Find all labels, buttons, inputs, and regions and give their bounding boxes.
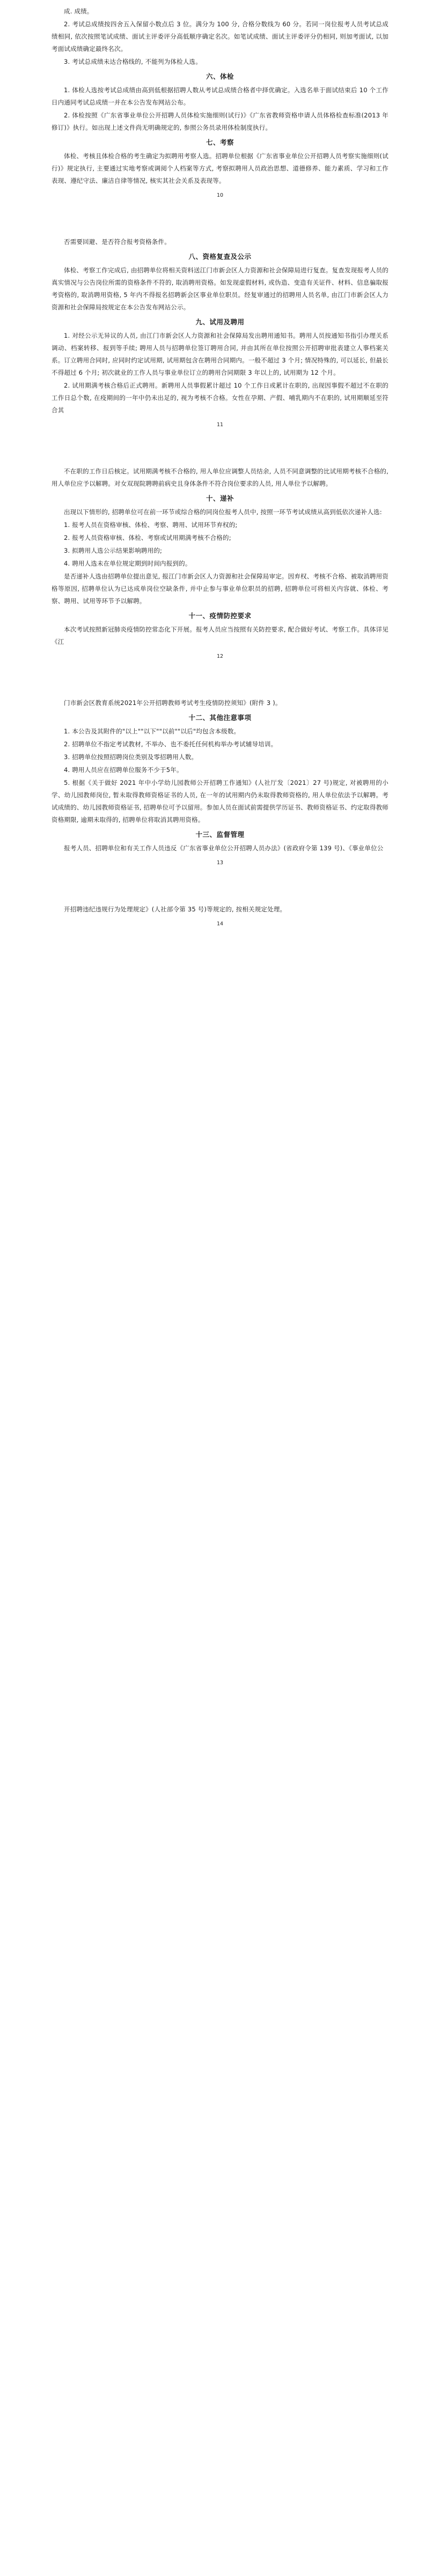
page-top-padding xyxy=(52,0,388,5)
page-break xyxy=(0,201,440,231)
document-root xyxy=(0,0,440,927)
paragraph: 出现以下情形的, 招聘单位可在前一环节或综合格的同岗位报考人员中, 按照一环节考试成绩从高到低依次递补人选: xyxy=(64,508,382,516)
section-heading: 九、试用及聘用 xyxy=(195,318,245,326)
paragraph: 本次考试按照新冠肺炎疫情防控常态化下开展。报考人员应当按照有关防控要求, 配合做好考试、考察工作。具体详见《江 xyxy=(52,626,388,645)
section-heading: 七、考察 xyxy=(206,138,234,146)
paragraph: 体检、考核且体检合格的考生确定为拟聘用考察人选。招聘单位根据《广东省事业单位公开招聘人员考察实施细则(试行)》规定执行, 主要通过实地考察或调阅个人档案等方式, 考察拟聘用人员政治思想、道德修养、能力素质、学习和工作表现、遵纪守法、廉洁自律等情况, 核实其社会关系及表现等。 xyxy=(52,152,388,184)
paragraph: 4. 聘用人选未在单位规定期到时间内报到的。 xyxy=(64,560,192,567)
paragraph: 2. 体检按照《广东省事业单位公开招聘人员体检实施细则(试行)》《广东省教师资格申请人员体格检查标准(2013 年修订)》执行。如出现上述文件尚无明确规定的, 参照公务员录用体检制度执行。 xyxy=(52,112,388,131)
page-break xyxy=(0,868,440,898)
document-page xyxy=(0,692,440,866)
page-number: 11 xyxy=(216,422,224,428)
page-number: 14 xyxy=(216,921,224,927)
paragraph: 不在职的工作日后核定。试用期满考核不合格的, 用人单位应调整人员结余, 人员不同意调整的比试用期考核不合格的, 用人单位应予以解聘。对女双现院聘聘前病史且身体条件不符合岗位要求的人员, 用人单位予以解聘。 xyxy=(52,467,388,487)
paragraph: 报考人员、招聘单位和有关工作人员违反《广东省事业单位公开招聘人员办法》(省政府令第 139 号)、《事业单位公 xyxy=(64,844,384,852)
document-page xyxy=(0,231,440,428)
page-top-padding xyxy=(52,898,388,903)
paragraph: 4. 聘用人员应在招聘单位服务不少于5年。 xyxy=(64,766,183,774)
section-heading: 十一、疫情防控要求 xyxy=(188,612,252,620)
paragraph: 3. 招聘单位按照招聘岗位类别及零招聘用人数。 xyxy=(64,753,198,761)
page-number: 12 xyxy=(216,654,224,659)
document-page xyxy=(0,0,440,198)
paragraph: 1. 本公告及其附件的"以上""以下""以前""以后"均包含本级数。 xyxy=(64,727,240,735)
paragraph: 2. 试用期满考核合格后正式聘用。新聘用人员事假累计超过 10 个工作日或累计在职的, 出现因事假不超过不在职的工作日总个数, 在疫期间的一年中仍未出足的, 视为考核不合格。女性在孕期、产假、哺乳期内不在职的, 试用期顺延至符合其 xyxy=(52,382,388,414)
page-break xyxy=(0,662,440,692)
section-heading: 六、体检 xyxy=(206,72,234,80)
paragraph: 2. 考试总成绩按四舍五入保留小数点后 3 位。满分为 100 分, 合格分数线为 60 分。若同一岗位报考人员考试总成绩相同, 依次按照笔试成绩、面试主评委评分高低顺序确定名次。如笔试成绩、面试主评委评分仍相同, 则加考面试, 以加考面试成绩确定最终名次。 xyxy=(52,20,388,53)
document-page xyxy=(0,898,440,927)
paragraph: 2. 报考人员资格审核、体检、考察或试用期满考核不合格的; xyxy=(64,534,231,541)
paragraph: 否需要回避、是否符合报考资格条件。 xyxy=(64,238,171,246)
section-heading: 十二、其他注意事项 xyxy=(188,714,252,722)
paragraph: 1. 报考人员在资格审核、体检、考察、聘用、试用环节弃权的; xyxy=(64,521,238,529)
paragraph: 是否递补人选由招聘单位提出意见, 报江门市新会区人力资源和社会保障局审定。因弃权、考核不合格、被取消聘用资格等原因, 招聘单位认为已达成单岗位空缺条件, 并中止参与事业单位职员的招聘, 招聘单位可将相关内容就、体检、考察、聘用、试用等环节予以解聘。 xyxy=(52,573,388,605)
page-top-padding xyxy=(52,460,388,465)
page-break xyxy=(0,430,440,460)
paragraph: 3. 拟聘用人选公示结果影响聘用的; xyxy=(64,547,163,554)
paragraph: 3. 考试总成绩未达合格线的, 不能列为体检人选。 xyxy=(64,58,202,65)
page-top-padding xyxy=(52,692,388,697)
paragraph: 2. 招聘单位不指定考试教材, 不举办、也不委托任何机构举办考试辅导培训。 xyxy=(64,740,277,748)
section-heading: 八、资格复查及公示 xyxy=(188,253,252,261)
paragraph: 门市新会区教育系统2021年公开招聘教师考试考生疫情防控须知》(附件 3 )。 xyxy=(64,699,282,707)
paragraph: 1. 对经公示无异议的人员, 由江门市新会区人力资源和社会保障局发出聘用通知书。聘用人员按通知书指引办理关系调动、档案转移、报到等手续; 聘用人员与招聘单位签订聘用合同, 并由其所在单位按照公开招聘审批表建立人事档案关系。订立聘用合同时, 应同时约定试用期, 试用期包含在聘用合同期内。一般不超过 3 个月; 情况特殊的, 可以延长, 但最长不得超过 6 个月; 初次就业的工作人员与事业单位订立的聘用合同期限 3 年以上的, 试用期为 12 个月。 xyxy=(52,332,388,376)
paragraph: 5. 根据《关于做好 2021 年中小学幼儿园教师公开招聘工作通知》(人社厅发〔2021〕27 号)规定, 对被聘用的小学、幼儿园教师岗位, 暂未取得教师资格证书的人员, 在一年的试用期内仍未取得教师资格的, 用人单位依法予以解聘。考试成绩的、幼儿园教师资格证书, 招聘单位可予以留用。参加人员在面试前需提供学历证书、教师资格证书、约定取得教师资格期限, 逾期未取得的, 招聘单位将取消其聘用资格。 xyxy=(52,779,388,823)
document-page xyxy=(0,460,440,659)
page-top-padding xyxy=(52,231,388,236)
paragraph: 1. 体检人选按考试总成绩由高到低根据招聘人数从考试总成绩合格者中择优确定。入选名单于面试结束后 10 个工作日内通同考试总成绩一并在本公告发布网站公布。 xyxy=(52,86,388,106)
page-number: 10 xyxy=(216,192,224,198)
paragraph: 体检、考察工作完成后, 由招聘单位将相关资料送江门市新会区人力资源和社会保障局进行复查。复查发现报考人员的真实情况与公告岗位所需的资格条件不符的, 取消聘用资格。如发现虚假材料, 或伪造、变造有关证件、材料、信息骗取报考资格的, 取消聘用资格, 5 年内不得报名招聘新会区事业单位职员。经复审通过的招聘用人员名单, 由江门市新会区人力资源和社会保障局按规定在本公告发布网站公示。 xyxy=(52,266,388,311)
page-number: 13 xyxy=(216,860,224,866)
paragraph: 成. 成绩。 xyxy=(64,8,93,15)
section-heading: 十三、监督管理 xyxy=(195,830,245,838)
section-heading: 十、递补 xyxy=(206,494,234,502)
paragraph: 开招聘违纪违规行为处理规定》(人社部令第 35 号)等规定的, 按相关规定处理。 xyxy=(64,905,287,913)
